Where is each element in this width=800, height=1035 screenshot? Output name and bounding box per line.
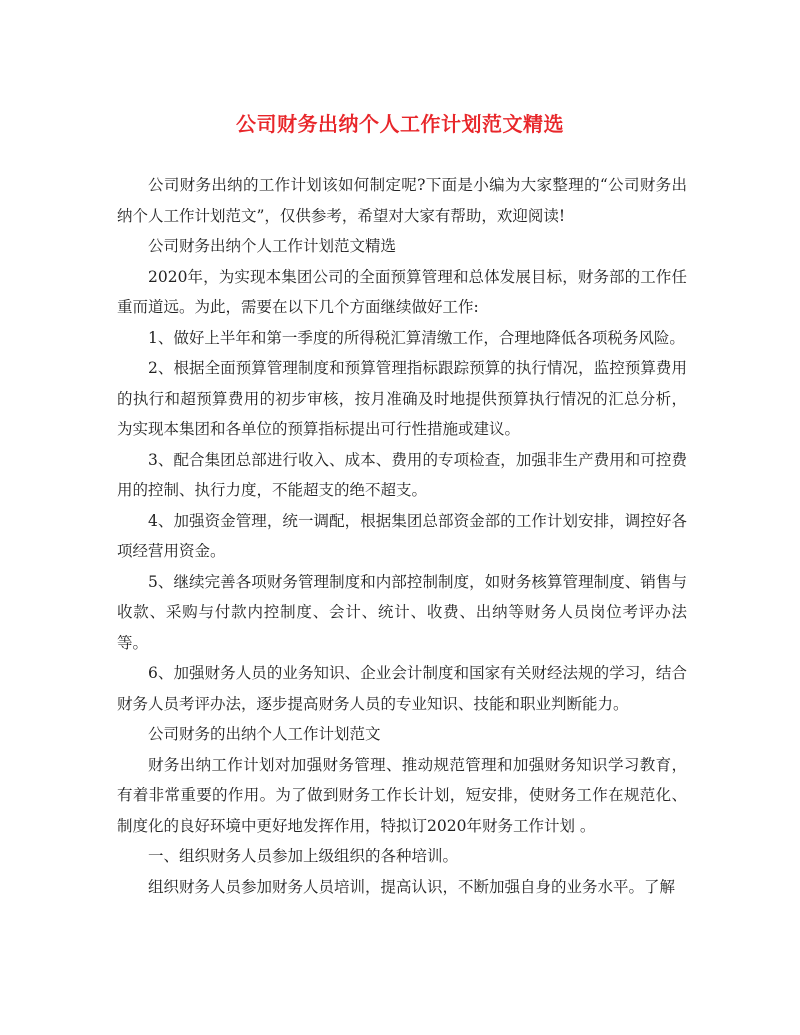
paragraph-item-4: 4、加强资金管理，统一调配，根据集团总部资金部的工作计划安排，调控好各项经营用资金。	[117, 511, 687, 560]
paragraph-item-3: 3、配合集团总部进行收入、成本、费用的专项检查，加强非生产费用和可控费用的控制、执行力度，不能超支的绝不超支。	[117, 450, 687, 499]
document-title: 公司财务出纳个人工作计划范文精选	[236, 112, 564, 136]
paragraph-section-heading: 公司财务的出纳个人工作计划范文	[148, 725, 381, 743]
paragraph-subtitle: 公司财务出纳个人工作计划范文精选	[148, 237, 397, 255]
paragraph-section-one: 一、组织财务人员参加上级组织的各种培训。	[148, 847, 459, 865]
paragraph-plan-importance: 财务出纳工作计划对加强财务管理、推动规范管理和加强财务知识学习教育，有着非常重要的作用。为了做到财务工作长计划，短安排，使财务工作在规范化、制度化的良好环境中更好地发挥作用，特拟订2020年财务工作计划 。	[117, 755, 687, 835]
paragraph-intro: 公司财务出纳的工作计划该如何制定呢?下面是小编为大家整理的“公司财务出纳个人工作计划范文”，仅供参考，希望对大家有帮助，欢迎阅读!	[117, 176, 687, 225]
paragraph-item-6: 6、加强财务人员的业务知识、企业会计制度和国家有关财经法规的学习，结合财务人员考评办法，逐步提高财务人员的专业知识、技能和职业判断能力。	[117, 664, 687, 713]
paragraph-item-5: 5、继续完善各项财务管理制度和内部控制制度，如财务核算管理制度、销售与收款、采购与付款内控制度、会计、统计、收费、出纳等财务人员岗位考评办法等。	[117, 572, 687, 652]
paragraph-2020-goals: 2020年，为实现本集团公司的全面预算管理和总体发展目标，财务部的工作任重而道远。为此，需要在以下几个方面继续做好工作:	[117, 267, 687, 316]
paragraph-item-1: 1、做好上半年和第一季度的所得税汇算清缴工作，合理地降低各项税务风险。	[148, 328, 685, 347]
document-body	[117, 170, 687, 902]
paragraph-training: 组织财务人员参加财务人员培训，提高认识，不断加强自身的业务水平。了解	[148, 877, 676, 896]
paragraph-item-2: 2、根据全面预算管理制度和预算管理指标跟踪预算的执行情况，监控预算费用的执行和超预算费用的初步审核，按月准确及时地提供预算执行情况的汇总分析，为实现本集团和各单位的预算指标提出可行性措施或建议。	[117, 359, 687, 438]
